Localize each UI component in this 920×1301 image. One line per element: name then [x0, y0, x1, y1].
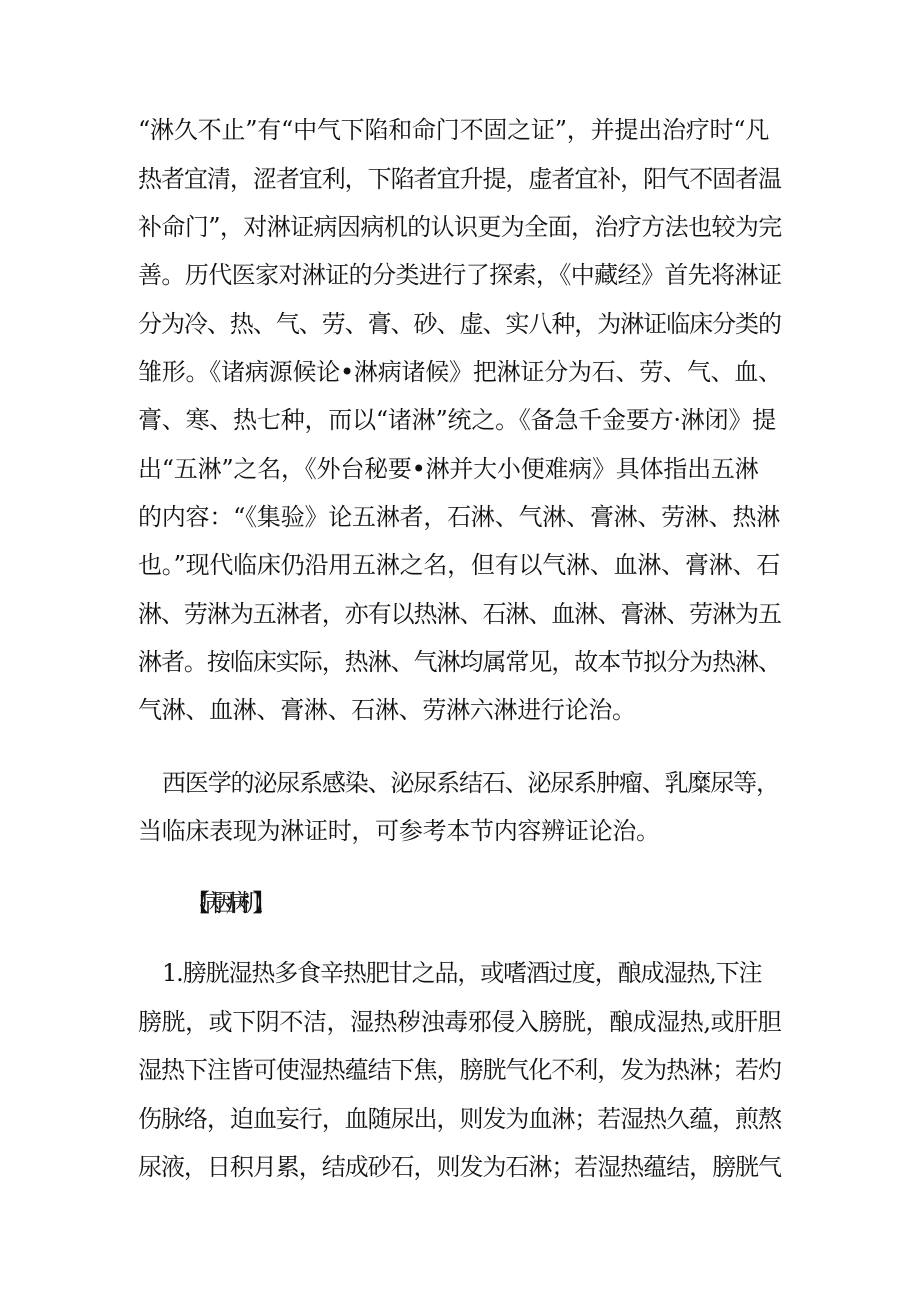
paragraph-1-line-3: 补命门”，对淋证病因病机的认识更为全面，治疗方法也较为完 — [138, 213, 782, 241]
paragraph-3-line-4: 伤脉络，迫血妄行，血随尿出，则发为血淋；若湿热久蕴，煎熬 — [138, 1105, 781, 1133]
paragraph-3-line-2: 膀胱，或下阴不洁，湿热秽浊毒邪侵入膀胱，酿成湿热,或肝胆 — [138, 1008, 782, 1036]
paragraph-3-line-3: 湿热下注皆可使湿热蕴结下焦，膀胱气化不利，发为热淋；若灼 — [138, 1056, 781, 1084]
paragraph-1-line-10: 也。”现代临床仍沿用五淋之名，但有以气淋、血淋、膏淋、石 — [138, 551, 781, 579]
paragraph-3-line-1: 1.膀胱湿热多食辛热肥甘之品，或嗜酒过度，酿成湿热,下注 — [162, 959, 762, 987]
paragraph-1-line-9: 的内容：“《集验》论五淋者，石淋、气淋、膏淋、劳淋、热淋 — [138, 503, 781, 531]
paragraph-2-line-1: 西医学的泌尿系感染、泌尿系结石、泌尿系肿瘤、乳糜尿等， — [162, 769, 779, 797]
paragraph-1-line-12: 淋者。按临床实际，热淋、气淋均属常见，故本节拟分为热淋、 — [138, 648, 781, 676]
paragraph-3-line-5: 尿液，日积月累，结成砂石，则发为石淋；若湿热蕴结，膀胱气 — [138, 1153, 781, 1181]
paragraph-1-line-6: 雏形。《诸病源候论•淋病诸候》把淋证分为石、劳、气、血、 — [138, 358, 782, 386]
paragraph-1-line-2: 热者宜清，涩者宜利，下陷者宜升提，虚者宜补，阳气不固者温 — [138, 165, 781, 193]
paragraph-1-line-1: “淋久不止”有“中气下陷和命门不固之证”，并提出治疗时“凡 — [138, 116, 770, 144]
paragraph-1-line-8: 出“五淋”之名，《外台秘要•淋并大小便难病》具体指出五淋 — [138, 455, 759, 483]
paragraph-1-line-7: 膏、寒、热七种，而以“诸淋”统之。《备急千金要方·淋闭》提 — [138, 406, 776, 434]
paragraph-1-line-11: 淋、劳淋为五淋者，亦有以热淋、石淋、血淋、膏淋、劳淋为五 — [138, 600, 781, 628]
section-heading: 【病因病机】 — [186, 889, 266, 917]
paragraph-1-line-5: 分为冷、热、气、劳、膏、砂、虚、实八种，为淋证临床分类的 — [138, 310, 781, 338]
paragraph-1-line-13: 气淋、血淋、膏淋、石淋、劳淋六淋进行论治。 — [138, 696, 636, 724]
paragraph-2-line-2: 当临床表现为淋证时，可参考本节内容辨证论治。 — [138, 817, 660, 845]
paragraph-1-line-4: 善。历代医家对淋证的分类进行了探索，《中藏经》首先将淋证 — [138, 261, 782, 289]
